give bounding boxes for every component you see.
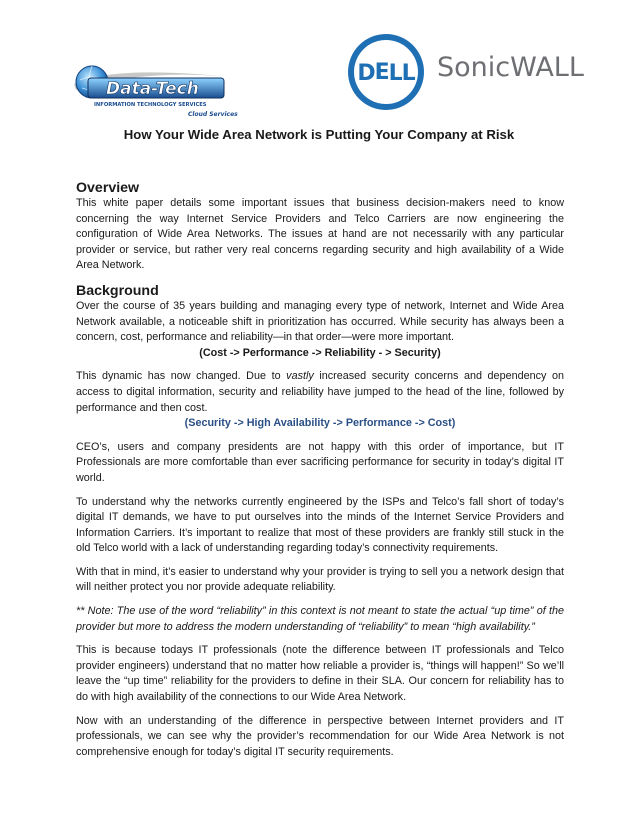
- document-title: How Your Wide Area Network is Putting Your Company at Risk: [123, 127, 515, 142]
- background-paragraph-3: CEO’s, users and company presidents are not happy with this order of importance, but IT Professionals are more comfortable than ever sacrificing performance for security in today’s digital IT world.: [76, 440, 564, 484]
- reliability-note: ** Note: The use of the word “reliability” in this context is not meant to state the actual “up time” of the provider but more to address the modern understanding of “reliability” to mean “high availability.”: [76, 605, 564, 633]
- background-paragraph-7: Now with an understanding of the difference in perspective between Internet providers and IT professionals, we can see why the provider’s recommendation for our Wide Area Network is not comprehensive enough for today’s digital IT security requirements.: [76, 714, 564, 758]
- dell-logo: [346, 32, 426, 112]
- svg-text:DELL: DELL: [357, 60, 415, 86]
- background-paragraph-5: With that in mind, it’s easier to understand why your provider is trying to sell you a network design that will neither protect you nor provide adequate reliability.: [76, 565, 564, 594]
- sonicwall-logo: SonicWALL: [437, 52, 584, 83]
- svg-text:INFORMATION TECHNOLOGY SERVICE: INFORMATION TECHNOLOGY SERVICES: [94, 102, 207, 108]
- datatech-logo: [70, 36, 238, 122]
- background-paragraph-2: This dynamic has now changed. Due to vastly increased security concerns and dependency on access to digital information, security and reliability have jumped to the head of the line, followed by performance and then cost.: [76, 370, 564, 414]
- emphasis-vastly: vastly: [286, 370, 314, 383]
- svg-text:Cloud Services: Cloud Services: [188, 111, 238, 118]
- background-paragraph-1: Over the course of 35 years building and managing every type of network, Internet and Wide Area Network available, a noticeable shift in prioritization has occurred. While security has always been a concern, cost, performance and reliability—in that order—were more important.: [76, 299, 564, 344]
- priority-order-old: (Cost -> Performance -> Reliability - > Security): [199, 346, 441, 359]
- background-heading: Background: [76, 282, 159, 299]
- priority-order-new: (Security -> High Availability -> Performance -> Cost): [184, 417, 456, 430]
- logo-header: [0, 20, 638, 118]
- svg-text:Data-Tech: Data-Tech: [106, 79, 199, 99]
- background-paragraph-4: To understand why the networks currently engineered by the ISPs and Telco’s fall short of today’s digital IT demands, we have to put ourselves into the minds of the Internet Service Providers and Information Carriers. It’s important to realize that most of these providers are frankly still stuck in the old Telco world with a lack of understanding regarding today’s connectivity requirements.: [76, 495, 564, 555]
- document-body: [76, 180, 564, 760]
- background-paragraph-6: This is because todays IT professionals (note the difference between IT professionals and Telco provider engineers) understand that no matter how reliable a provider is, “things will happen!” So we’ll leave the “up time” reliability for the providers to define in their SLA. Our concern for reliability has to do with high availability of the connections to our Wide Area Network.: [76, 644, 564, 704]
- overview-paragraph: This white paper details some important issues that business decision-makers need to know concerning the way Internet Service Providers and Telco Carriers are now engineering the configuration of Wide Area Networks. The issues at hand are not necessarily with any particular provider or service, but rather very real concerns regarding security and high availability of a Wide Area Network.: [76, 197, 564, 272]
- overview-heading: Overview: [76, 180, 140, 196]
